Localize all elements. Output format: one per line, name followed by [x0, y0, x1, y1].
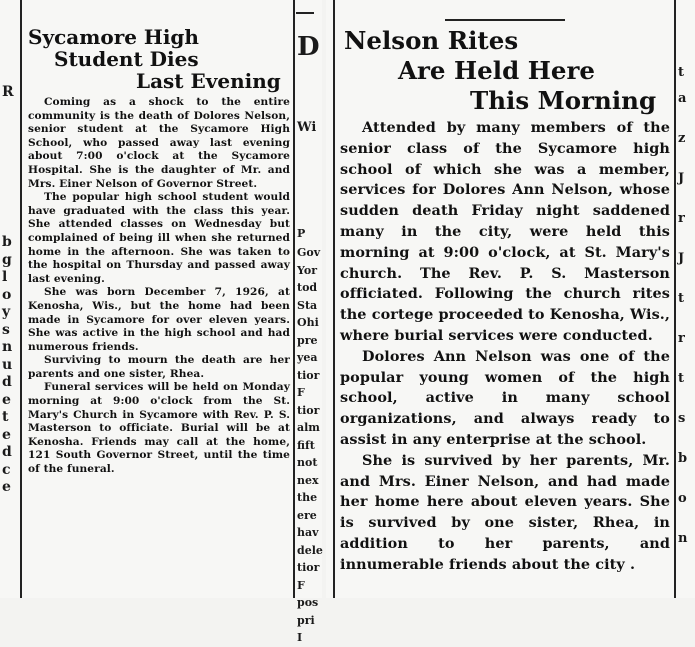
fragment: s: [2, 321, 10, 338]
fragment: R: [2, 84, 14, 100]
fragment: D: [297, 32, 320, 62]
fragment: pos: [297, 596, 319, 609]
fragment: b: [2, 234, 12, 250]
fragment: n: [2, 339, 13, 355]
fragment: alm: [297, 421, 320, 434]
fragment: g: [2, 251, 12, 268]
fragment: e: [2, 391, 11, 408]
fragment: t: [2, 409, 9, 425]
fragment: r: [678, 211, 685, 226]
fragment: tior: [297, 561, 320, 574]
fragment: the: [297, 491, 318, 504]
headline-line: Sycamore High: [28, 25, 199, 49]
top-rule: [296, 12, 314, 14]
fragment: I: [297, 631, 303, 644]
fragment: Wi: [297, 120, 317, 135]
article-paragraph: She was born December 7, 1926, at Kenosha, Wis., but the home had been made in Sycamore for over eleven years. She was active in the high school and had numerous friends.: [28, 286, 290, 353]
headline-line: Student Dies: [54, 47, 199, 71]
fragment: J: [678, 251, 685, 266]
fragment: tod: [297, 281, 318, 294]
fragment: d: [2, 374, 12, 390]
article-paragraph: Surviving to mourn the death are her parents and one sister, Rhea.: [28, 354, 290, 380]
fragment: Gov: [297, 246, 321, 259]
fragment: t: [678, 65, 685, 80]
left-article: [28, 26, 290, 477]
fragment: yea: [297, 351, 318, 364]
fragment: nex: [297, 473, 319, 487]
fragment: fift: [297, 438, 315, 452]
headline-line: Nelson Rites: [344, 26, 519, 55]
headline: [340, 26, 670, 118]
fragment: e: [2, 479, 11, 495]
fragment: l: [2, 269, 8, 285]
fragment: a: [678, 91, 687, 106]
article-paragraph: Dolores Ann Nelson was one of the popular young women of the high school, active in many school organizations, and always ready to assist in any enterprise at the school.: [340, 347, 670, 448]
right-edge-fragments: [678, 60, 694, 552]
fragment: tior: [297, 368, 320, 382]
fragment: t: [678, 371, 685, 386]
fragment: pre: [297, 333, 318, 347]
article-paragraph: She is survived by her parents, Mr. and Mrs. Einer Nelson, and had made her home here about eleven years. She is survived by one sister, Rhea, in addition to her parents, and innumerable friends about the city .: [340, 451, 670, 573]
fragment: n: [678, 531, 688, 546]
fragment: r: [678, 331, 685, 346]
left-edge-fragments: [2, 78, 14, 495]
fragment: t: [678, 291, 685, 306]
fragment: o: [678, 491, 687, 506]
column-rule: [293, 0, 295, 598]
article-paragraph: The popular high school student would have graduated with the class this year. She attended classes on Wednesday but complained of being ill when she returned home in the afternoon. She was taken to the hospital on Thursday and passed away last evening.: [28, 191, 290, 285]
fragment: Ohi: [297, 316, 319, 329]
article-paragraph: Funeral services will be held on Monday morning at 9:00 o'clock from the St. Mary's Church in Sycamore with Rev. P. S. Masterson to officiate. Burial will be at Kenosha. Friends may call at the home, 121 South Governor Street, until the time of the funeral.: [28, 381, 290, 476]
fragment: not: [297, 456, 318, 469]
fragment: dele: [297, 543, 323, 557]
fragment: F: [297, 386, 305, 399]
fragment: pri: [297, 613, 315, 627]
fragment: tior: [297, 403, 320, 417]
headline-line: This Morning: [470, 86, 657, 115]
headline-line: Last Evening: [136, 69, 281, 93]
fragment: z: [678, 131, 686, 146]
fragment: o: [2, 286, 12, 303]
fragment: u: [2, 356, 13, 373]
fragment: c: [2, 461, 11, 478]
headline: [28, 26, 290, 96]
column-rule: [674, 0, 676, 598]
fragment: Yor: [297, 263, 318, 277]
fragment: e: [2, 426, 11, 443]
right-article: [340, 26, 670, 576]
column-rule: [20, 0, 22, 598]
fragment: P: [297, 227, 306, 240]
article-paragraph: Coming as a shock to the entire community is the death of Dolores Nelson, senior student at the Sycamore High School, who passed away last evening about 7:00 o'clock at the Sycamore Hospital. She is the daughter of Mr. and Mrs. Einer Nelson of Governor Street.: [28, 96, 290, 190]
right-edge-fragments: [297, 30, 321, 646]
fragment: d: [2, 444, 12, 460]
headline-line: Are Held Here: [398, 56, 595, 85]
fragment: y: [2, 304, 11, 320]
column-rule: [333, 0, 335, 598]
top-rule: [445, 19, 565, 21]
fragment: b: [678, 451, 688, 466]
article-paragraph: Attended by many members of the senior class of the Sycamore high school of which she was a member, services for Dolores Ann Nelson, whose sudden death Friday night saddened many in the city, were held this morning at 9:00 o'clock, at St. Mary's church. The Rev. P. S. Masterson officiated. Following the church rites the cortege proceeded to Kenosha, Wis., where burial services were conducted.: [340, 119, 670, 344]
fragment: s: [678, 411, 686, 426]
fragment: F: [297, 578, 305, 592]
left-clipping: [0, 0, 323, 644]
fragment: hav: [297, 526, 319, 539]
fragment: Sta: [297, 298, 318, 312]
fragment: ere: [297, 508, 317, 522]
fragment: J: [678, 171, 685, 186]
